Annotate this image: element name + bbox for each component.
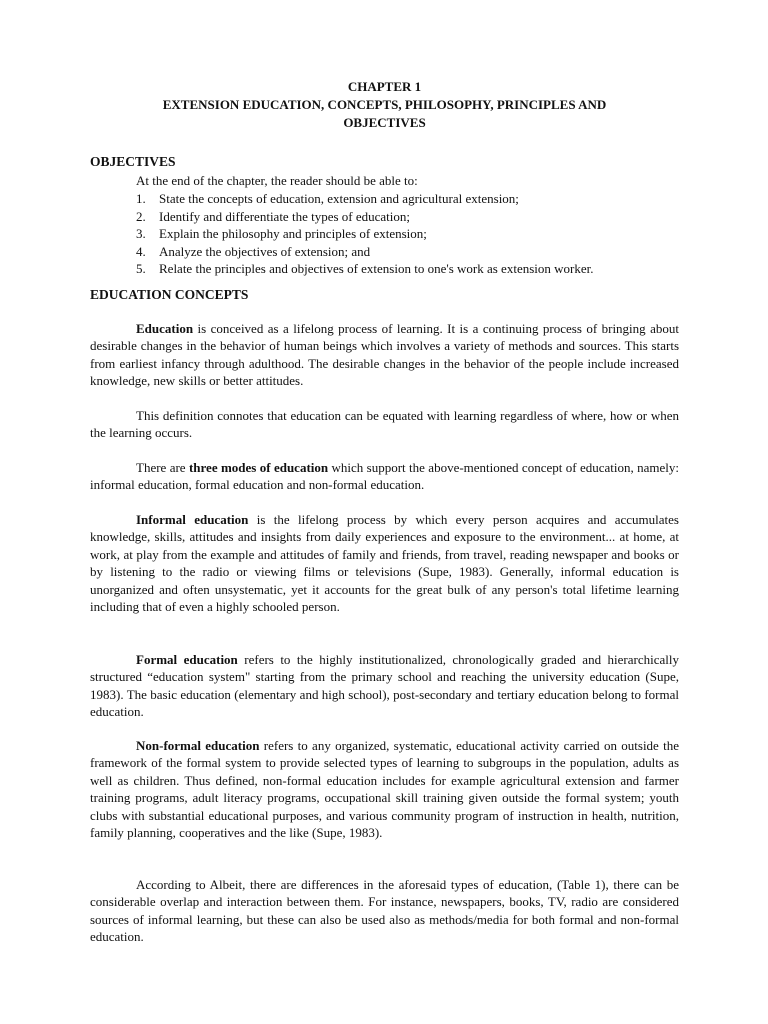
objective-item [136, 225, 593, 243]
objectives-intro: At the end of the chapter, the reader should be able to: [136, 173, 418, 188]
objective-text: State the concepts of education, extension and agricultural extension; [159, 191, 519, 206]
objective-text: Relate the principles and objectives of extension to one's work as extension worker. [159, 261, 594, 276]
paragraph-text: is the lifelong process by which every person acquires and accumulates knowledge, skills, attitudes and insights from daily experiences and exposure to the environment... at home, at work, at play from the example and attitudes of family and friends, from travel, reading newspaper and books or by listening to the radio or viewing films or televisions (Supe, 1983). Generally, informal education is unorganized and often unsystematic, yet it accounts for the great bulk of any person's total lifetime learning including that of even a highly schooled person. [90, 512, 679, 615]
paragraph-text: This definition connotes that education can be equated with learning regardless of where, how or when the learning occurs. [90, 408, 679, 441]
chapter-title-line-2: OBJECTIVES [343, 115, 426, 130]
chapter-number: CHAPTER 1 [347, 79, 422, 94]
paragraph-text: is conceived as a lifelong process of learning. It is a continuing process of bringing about desirable changes in the behavior of human beings which involves a variety of methods and sources. This starts from earliest infancy through adulthood. The desirable changes in the behavior of the people include increased knowledge, new skills or better attitudes. [90, 321, 679, 389]
term-non-formal-education: Non-formal education [136, 738, 260, 753]
objective-number: 5. [136, 261, 146, 276]
paragraph-text: According to Albeit, there are differences in the aforesaid types of education, (Table 1), there can be considerable overlap and interaction between them. For instance, newspapers, books, TV, radio are considered sources of informal learning, but these can also be used also as methods/media for both formal and non-formal education. [90, 877, 679, 945]
paragraph-text: refers to any organized, systematic, educational activity carried on outside the framework of the formal system to provide selected types of learning to subgroups in the population, adults as well as children. Thus defined, non-formal education includes for example agricultural extension and farmer training programs, adult literacy programs, occupational skill training given outside the formal system; youth clubs with substantial educational purposes, and various community program of instruction in health, nutrition, family planning, cooperatives and the like (Supe, 1983). [90, 738, 679, 841]
objective-item [136, 260, 593, 278]
paragraph-education [90, 320, 679, 390]
paragraph-definition [90, 407, 679, 442]
objective-item [136, 190, 593, 208]
paragraph-modes [90, 459, 679, 494]
objective-text: Identify and differentiate the types of education; [159, 208, 410, 224]
paragraph-text-after: which support the above-mentioned concept of education, namely: informal education, formal education and non-formal education. [90, 460, 679, 493]
objective-number: 3. [136, 226, 146, 241]
term-informal-education: Informal education [136, 512, 249, 527]
objective-number: 4. [136, 243, 146, 259]
objective-item [136, 243, 593, 261]
paragraph-non-formal-education [90, 737, 679, 841]
paragraph-informal-education [90, 511, 679, 615]
objectives-list [136, 190, 593, 278]
objective-item [136, 208, 593, 226]
objective-text: Analyze the objectives of extension; and [159, 243, 371, 259]
paragraph-text: refers to the highly institutionalized, chronologically graded and hierarchically structured “education system" starting from the primary school and reaching the university education (Supe, 1983). The basic education (elementary and high school), post-secondary and tertiary education belong to formal education. [90, 652, 680, 720]
chapter-title-line-1: EXTENSION EDUCATION, CONCEPTS, PHILOSOPHY, PRINCIPLES AND [162, 97, 607, 112]
term-education: Education [136, 321, 194, 336]
chapter-heading [90, 78, 679, 132]
term-formal-education: Formal education [136, 652, 238, 667]
objective-number: 2. [136, 208, 146, 224]
paragraph-text-before: There are [136, 460, 189, 475]
objectives-heading: OBJECTIVES [90, 154, 176, 169]
paragraph-albeit [90, 876, 679, 946]
education-concepts-heading: EDUCATION CONCEPTS [90, 287, 249, 302]
term-three-modes: three modes of education [188, 460, 329, 475]
paragraph-formal-education [90, 651, 679, 721]
objective-number: 1. [136, 191, 146, 206]
objective-text: Explain the philosophy and principles of extension; [159, 226, 427, 241]
